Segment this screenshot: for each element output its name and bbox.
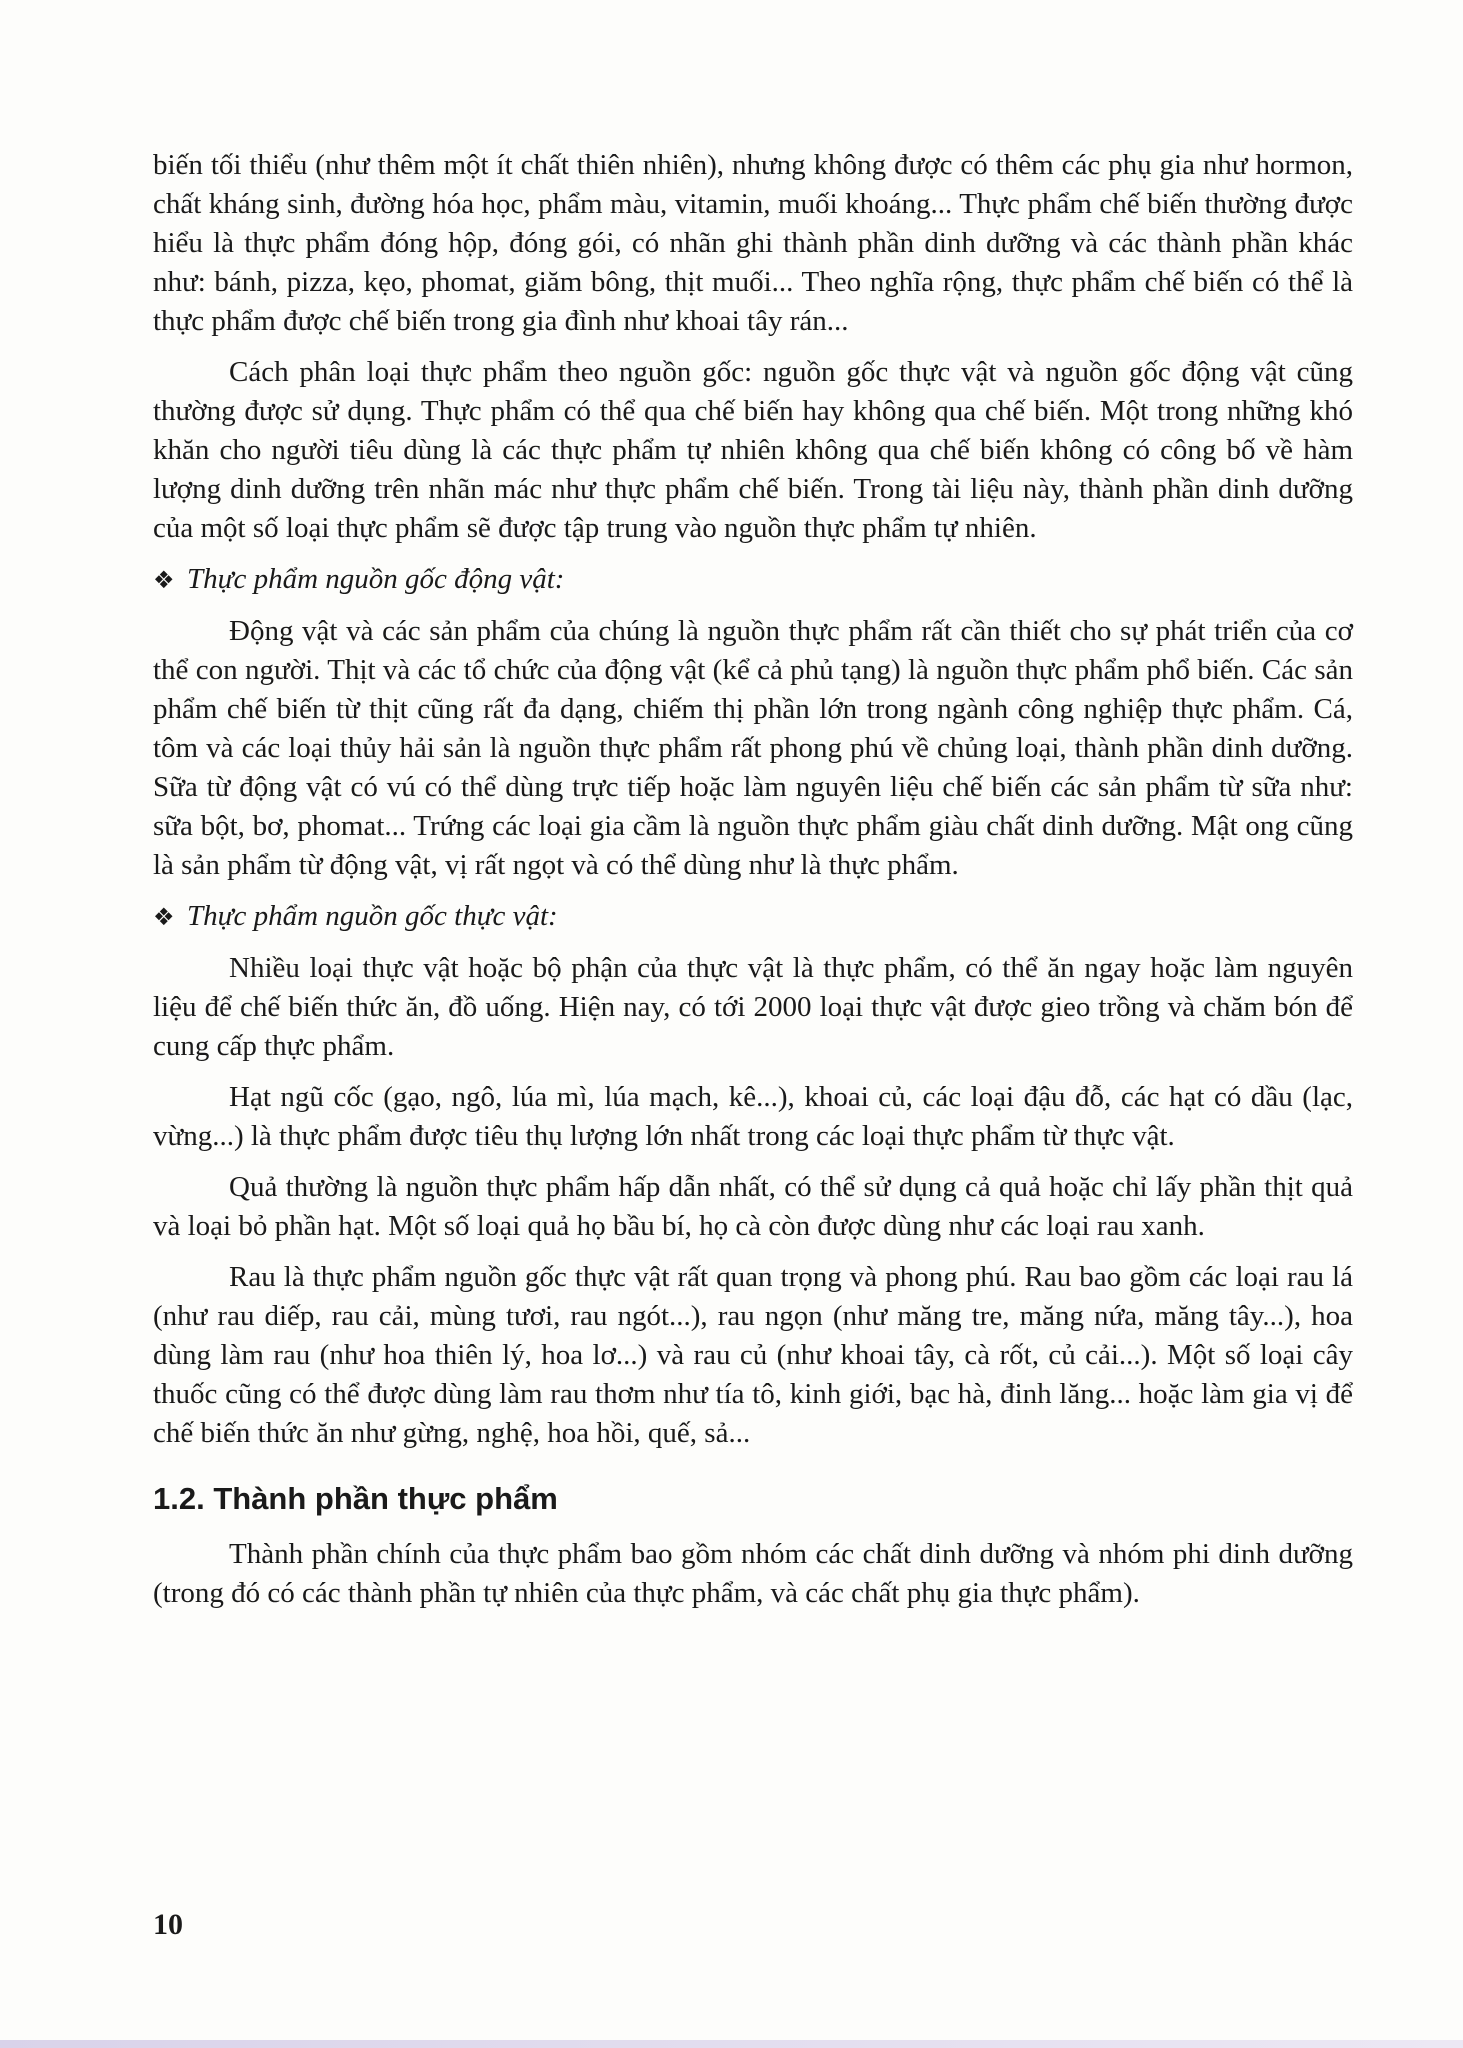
animal-section-paragraph: Động vật và các sản phẩm của chúng là nguồn thực phẩm rất cần thiết cho sự phát triển của cơ thể con người. Thịt và các tổ chức của động vật (kể cả phủ tạng) là nguồn thực phẩm phổ biến. Các sản phẩm chế biến từ thịt cũng rất đa dạng, chiếm thị phần lớn trong ngành công nghiệp thực phẩm. Cá, tôm và các loại thủy hải sản là nguồn thực phẩm rất phong phú về chủng loại, thành phần dinh dưỡng. Sữa từ động vật có vú có thể dùng trực tiếp hoặc làm nguyên liệu chế biến các sản phẩm từ sữa như: sữa bột, bơ, phomat... Trứng các loại gia cầm là nguồn thực phẩm giàu chất dinh dưỡng. Mật ong cũng là sản phẩm từ động vật, vị rất ngọt và có thể dùng như là thực phẩm. — [153, 615, 1353, 881]
plant-paragraph-vegetables: Rau là thực phẩm nguồn gốc thực vật rất quan trọng và phong phú. Rau bao gồm các loại rau lá (như rau diếp, rau cải, mùng tươi, rau ngót...), rau ngọn (như măng tre, măng nứa, măng tây...), hoa dùng làm rau (như hoa thiên lý, hoa lơ...) và rau củ (như khoai tây, cà rốt, củ cải...). Một số loại cây thuốc cũng có thể được dùng làm rau thơm như tía tô, kinh giới, bạc hà, đinh lăng... hoặc làm gia vị để chế biến thức ăn như gừng, nghệ, hoa hồi, quế, sả... — [153, 1261, 1353, 1449]
page-content — [153, 146, 1353, 1625]
scan-edge-strip — [0, 2040, 1463, 2048]
plant-paragraph-grains: Hạt ngũ cốc (gạo, ngô, lúa mì, lúa mạch, kê...), khoai củ, các loại đậu đỗ, các hạt có dầu (lạc, vừng...) là thực phẩm được tiêu thụ lượng lớn nhất trong các loại thực phẩm từ thực vật. — [153, 1081, 1353, 1152]
paragraph-continued: biến tối thiểu (như thêm một ít chất thiên nhiên), nhưng không được có thêm các phụ gia như hormon, chất kháng sinh, đường hóa học, phẩm màu, vitamin, muối khoáng... Thực phẩm chế biến thường được hiểu là thực phẩm đóng hộp, đóng gói, có nhãn ghi thành phần dinh dưỡng và các thành phần khác như: bánh, pizza, kẹo, phomat, giăm bông, thịt muối... Theo nghĩa rộng, thực phẩm chế biến có thể là thực phẩm được chế biến trong gia đình như khoai tây rán... — [153, 149, 1353, 337]
plant-paragraph-overview: Nhiều loại thực vật hoặc bộ phận của thực vật là thực phẩm, có thể ăn ngay hoặc làm nguyên liệu để chế biến thức ăn, đồ uống. Hiện nay, có tới 2000 loại thực vật được gieo trồng và chăm bón để cung cấp thực phẩm. — [153, 952, 1353, 1062]
plant-section-heading — [153, 897, 1353, 937]
plant-section-heading-text: Thực phẩm nguồn gốc thực vật: — [187, 900, 558, 932]
section-paragraph: Thành phần chính của thực phẩm bao gồm nhóm các chất dinh dưỡng và nhóm phi dinh dưỡng (trong đó có các thành phần tự nhiên của thực phẩm, và các chất phụ gia thực phẩm). — [153, 1538, 1353, 1609]
plant-paragraph-fruits: Quả thường là nguồn thực phẩm hấp dẫn nhất, có thể sử dụng cả quả hoặc chỉ lấy phần thịt quả và loại bỏ phần hạt. Một số loại quả họ bầu bí, họ cà còn được dùng như các loại rau xanh. — [153, 1171, 1353, 1242]
paragraph-classification: Cách phân loại thực phẩm theo nguồn gốc: nguồn gốc thực vật và nguồn gốc động vật cũng thường được sử dụng. Thực phẩm có thể qua chế biến hay không qua chế biến. Một trong những khó khăn cho người tiêu dùng là các thực phẩm tự nhiên không qua chế biến không có công bố về hàm lượng dinh dưỡng trên nhãn mác như thực phẩm chế biến. Trong tài liệu này, thành phần dinh dưỡng của một số loại thực phẩm sẽ được tập trung vào nguồn thực phẩm tự nhiên. — [153, 356, 1353, 544]
page-number: 10 — [153, 1908, 183, 1941]
animal-section-heading-text: Thực phẩm nguồn gốc động vật: — [187, 563, 565, 595]
section-heading: 1.2. Thành phần thực phẩm — [153, 1481, 558, 1516]
diamond-bullet-icon: ❖ — [153, 903, 175, 931]
diamond-bullet-icon: ❖ — [153, 566, 175, 594]
animal-section-heading — [153, 560, 1353, 600]
